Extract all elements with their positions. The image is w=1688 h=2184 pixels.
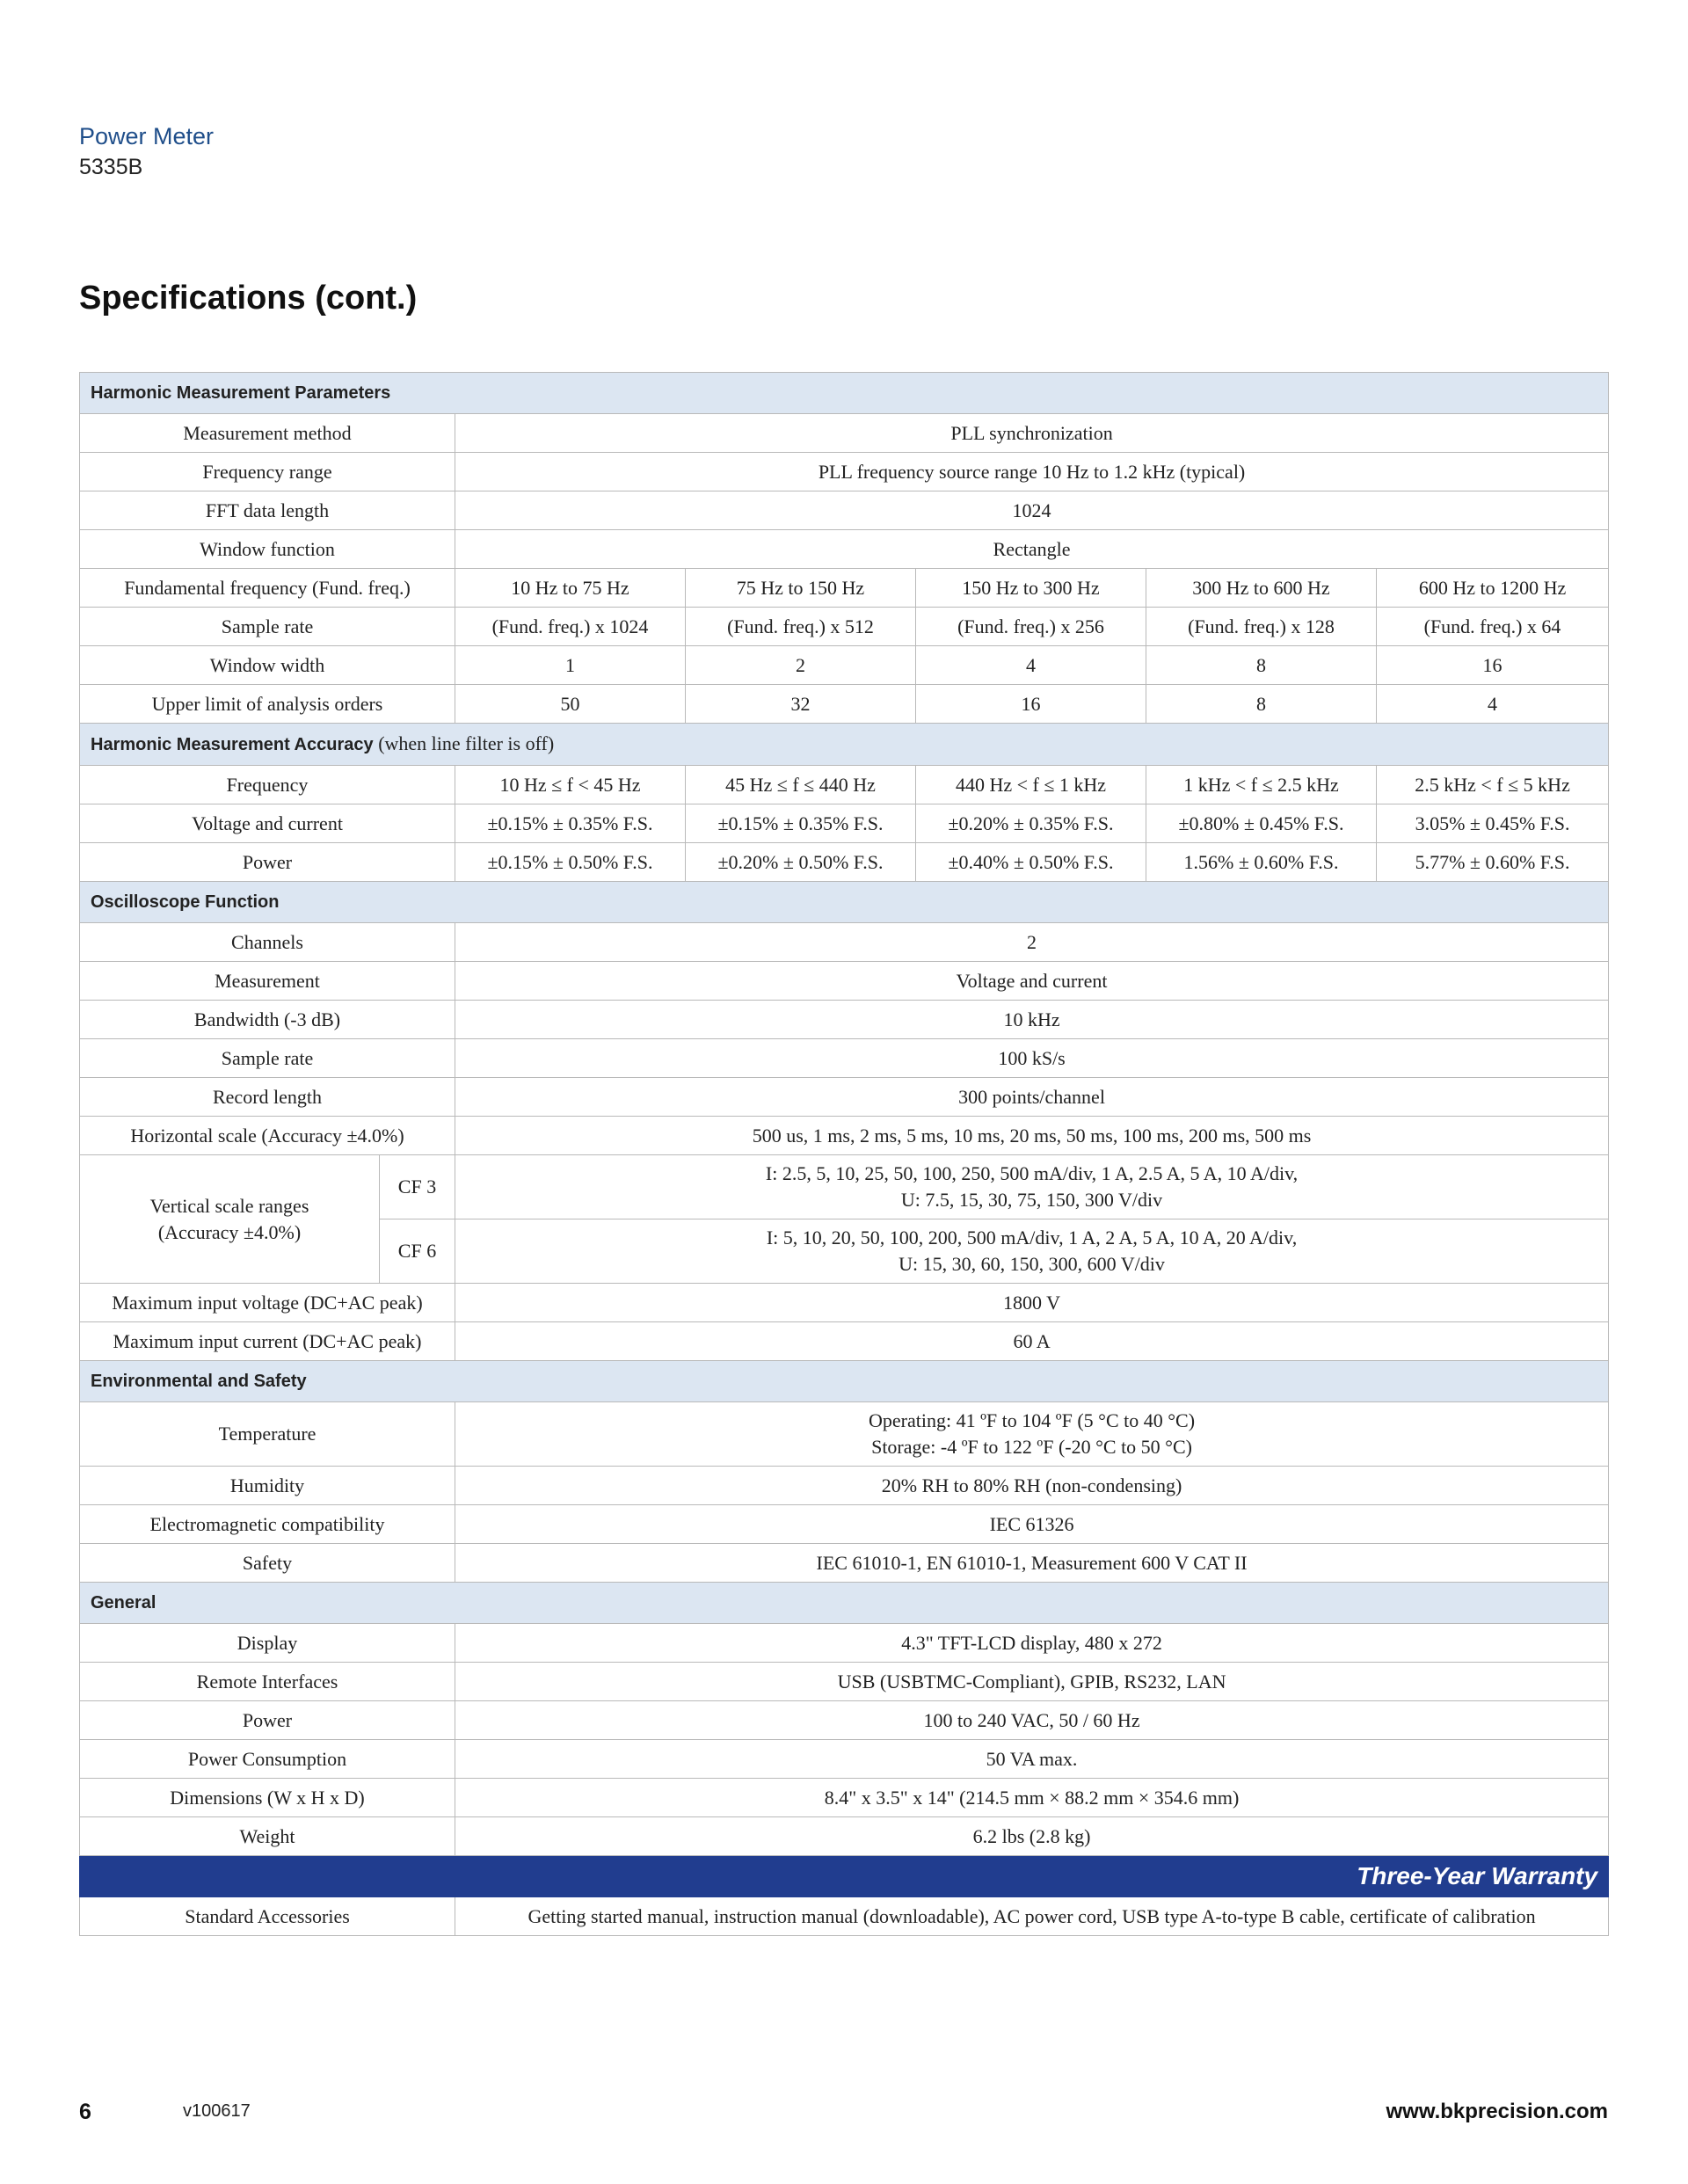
table-row	[80, 1284, 1609, 1322]
row-value: 100 kS/s	[455, 1039, 1609, 1078]
cf6-current: I: 5, 10, 20, 50, 100, 200, 500 mA/div, 1 A, 2 A, 5 A, 10 A, 20 A/div,	[766, 1227, 1298, 1249]
section-note: (when line filter is off)	[378, 732, 555, 754]
row-value: Getting started manual, instruction manual (downloadable), AC power cord, USB type A-to-type B cable, certificate of calibration	[455, 1897, 1609, 1936]
vertical-scale-label: Vertical scale ranges	[149, 1194, 309, 1217]
section-harmonic-parameters	[80, 373, 1609, 414]
cell: (Fund. freq.) x 256	[916, 608, 1146, 646]
row-value: 10 kHz	[455, 1001, 1609, 1039]
section-heading: General	[80, 1583, 1609, 1624]
cf3-voltage: U: 7.5, 15, 30, 75, 150, 300 V/div	[900, 1189, 1163, 1211]
table-row	[80, 843, 1609, 882]
row-label: Humidity	[80, 1467, 455, 1505]
table-row	[80, 1817, 1609, 1856]
storage-temperature: Storage: -4 ºF to 122 ºF (-20 °C to 50 °C)	[871, 1436, 1192, 1458]
row-label: Horizontal scale (Accuracy ±4.0%)	[80, 1117, 455, 1155]
section-heading: Oscilloscope Function	[80, 882, 1609, 923]
row-label: Maximum input voltage (DC+AC peak)	[80, 1284, 455, 1322]
row-value: 100 to 240 VAC, 50 / 60 Hz	[455, 1701, 1609, 1740]
cell: ±0.15% ± 0.35% F.S.	[455, 804, 686, 843]
warranty-text: Three-Year Warranty	[80, 1856, 1609, 1897]
section-general	[80, 1583, 1609, 1624]
row-label: Power	[80, 843, 455, 882]
row-value: IEC 61010-1, EN 61010-1, Measurement 600 V CAT II	[455, 1544, 1609, 1583]
cell: 440 Hz < f ≤ 1 kHz	[916, 766, 1146, 804]
table-row	[80, 1740, 1609, 1779]
row-label: Sample rate	[80, 1039, 455, 1078]
table-row	[80, 1505, 1609, 1544]
cell: ±0.15% ± 0.35% F.S.	[686, 804, 916, 843]
row-label: Fundamental frequency (Fund. freq.)	[80, 569, 455, 608]
row-value-multiline	[455, 1155, 1609, 1219]
row-label: Upper limit of analysis orders	[80, 685, 455, 724]
row-label: Measurement method	[80, 414, 455, 453]
row-label: Remote Interfaces	[80, 1663, 455, 1701]
section-heading: Environmental and Safety	[80, 1361, 1609, 1402]
vertical-scale-accuracy: (Accuracy ±4.0%)	[157, 1220, 302, 1243]
section-environmental	[80, 1361, 1609, 1402]
table-row	[80, 1624, 1609, 1663]
cell: 75 Hz to 150 Hz	[686, 569, 916, 608]
cell: ±0.20% ± 0.50% F.S.	[686, 843, 916, 882]
row-value: IEC 61326	[455, 1505, 1609, 1544]
row-label: Power	[80, 1701, 455, 1740]
table-row	[80, 530, 1609, 569]
cell: 1 kHz < f ≤ 2.5 kHz	[1146, 766, 1377, 804]
cell: 1	[455, 646, 686, 685]
cell: 50	[455, 685, 686, 724]
section-heading: Harmonic Measurement Accuracy	[91, 735, 374, 754]
table-row	[80, 766, 1609, 804]
row-label: Measurement	[80, 962, 455, 1001]
cell: 16	[1377, 646, 1609, 685]
row-label: Frequency range	[80, 453, 455, 491]
table-row	[80, 491, 1609, 530]
sub-label: CF 3	[380, 1155, 455, 1219]
cell: ±0.80% ± 0.45% F.S.	[1146, 804, 1377, 843]
operating-temperature: Operating: 41 ºF to 104 ºF (5 °C to 40 °C)	[869, 1409, 1196, 1431]
cell: (Fund. freq.) x 64	[1377, 608, 1609, 646]
row-value: 20% RH to 80% RH (non-condensing)	[455, 1467, 1609, 1505]
row-label: Window width	[80, 646, 455, 685]
cell: ±0.15% ± 0.50% F.S.	[455, 843, 686, 882]
cell: 150 Hz to 300 Hz	[916, 569, 1146, 608]
row-value: 6.2 lbs (2.8 kg)	[455, 1817, 1609, 1856]
table-row	[80, 569, 1609, 608]
warranty-banner	[80, 1856, 1609, 1897]
row-value: 300 points/channel	[455, 1078, 1609, 1117]
cell: 1.56% ± 0.60% F.S.	[1146, 843, 1377, 882]
table-row	[80, 685, 1609, 724]
row-value: Voltage and current	[455, 962, 1609, 1001]
cell: 8	[1146, 685, 1377, 724]
cell: 2	[686, 646, 916, 685]
row-value: PLL synchronization	[455, 414, 1609, 453]
table-row	[80, 1544, 1609, 1583]
cf3-current: I: 2.5, 5, 10, 25, 50, 100, 250, 500 mA/div, 1 A, 2.5 A, 5 A, 10 A/div,	[765, 1162, 1299, 1184]
cell: 10 Hz to 75 Hz	[455, 569, 686, 608]
cell: 16	[916, 685, 1146, 724]
table-row	[80, 1663, 1609, 1701]
table-row	[80, 1078, 1609, 1117]
document-version: v100617	[183, 2101, 251, 2121]
cell: 4	[916, 646, 1146, 685]
table-row	[80, 1897, 1609, 1936]
cell: (Fund. freq.) x 1024	[455, 608, 686, 646]
cell: (Fund. freq.) x 128	[1146, 608, 1377, 646]
row-label: Frequency	[80, 766, 455, 804]
cell: 45 Hz ≤ f ≤ 440 Hz	[686, 766, 916, 804]
row-value: USB (USBTMC-Compliant), GPIB, RS232, LAN	[455, 1663, 1609, 1701]
row-label: Safety	[80, 1544, 455, 1583]
table-row	[80, 1701, 1609, 1740]
table-row	[80, 1467, 1609, 1505]
row-label: Bandwidth (-3 dB)	[80, 1001, 455, 1039]
cell: 2.5 kHz < f ≤ 5 kHz	[1377, 766, 1609, 804]
row-value: 8.4" x 3.5" x 14" (214.5 mm × 88.2 mm × 354.6 mm)	[455, 1779, 1609, 1817]
row-label: Weight	[80, 1817, 455, 1856]
table-row	[80, 1322, 1609, 1361]
cell: 8	[1146, 646, 1377, 685]
row-label: Temperature	[80, 1402, 455, 1467]
table-row	[80, 608, 1609, 646]
table-row	[80, 1039, 1609, 1078]
row-label: Voltage and current	[80, 804, 455, 843]
table-row	[80, 804, 1609, 843]
row-value: 2	[455, 923, 1609, 962]
row-label: Display	[80, 1624, 455, 1663]
row-value: 4.3" TFT-LCD display, 480 x 272	[455, 1624, 1609, 1663]
row-label-multiline	[80, 1155, 380, 1284]
table-row	[80, 1155, 1609, 1219]
row-label: Electromagnetic compatibility	[80, 1505, 455, 1544]
table-row	[80, 646, 1609, 685]
row-label: Dimensions (W x H x D)	[80, 1779, 455, 1817]
row-value: PLL frequency source range 10 Hz to 1.2 kHz (typical)	[455, 453, 1609, 491]
row-value: 1800 V	[455, 1284, 1609, 1322]
row-label: Record length	[80, 1078, 455, 1117]
row-label: Channels	[80, 923, 455, 962]
page-number: 6	[79, 2100, 91, 2124]
cell: 10 Hz ≤ f < 45 Hz	[455, 766, 686, 804]
cell: 300 Hz to 600 Hz	[1146, 569, 1377, 608]
model-number: 5335B	[79, 155, 143, 179]
section-harmonic-accuracy	[80, 724, 1609, 766]
cf6-voltage: U: 15, 30, 60, 150, 300, 600 V/div	[899, 1253, 1165, 1275]
table-row	[80, 453, 1609, 491]
row-label: Power Consumption	[80, 1740, 455, 1779]
cell: (Fund. freq.) x 512	[686, 608, 916, 646]
row-label: Window function	[80, 530, 455, 569]
table-row	[80, 1117, 1609, 1155]
table-row	[80, 923, 1609, 962]
table-row	[80, 414, 1609, 453]
row-label: Sample rate	[80, 608, 455, 646]
page-title: Specifications (cont.)	[79, 280, 418, 317]
table-row	[80, 1001, 1609, 1039]
row-value-multiline	[455, 1402, 1609, 1467]
cell: ±0.20% ± 0.35% F.S.	[916, 804, 1146, 843]
row-value: 500 us, 1 ms, 2 ms, 5 ms, 10 ms, 20 ms, 50 ms, 100 ms, 200 ms, 500 ms	[455, 1117, 1609, 1155]
cell: 3.05% ± 0.45% F.S.	[1377, 804, 1609, 843]
row-value-multiline	[455, 1219, 1609, 1284]
row-label: Maximum input current (DC+AC peak)	[80, 1322, 455, 1361]
row-value: Rectangle	[455, 530, 1609, 569]
cell: ±0.40% ± 0.50% F.S.	[916, 843, 1146, 882]
product-name: Power Meter	[79, 123, 215, 149]
row-value: 50 VA max.	[455, 1740, 1609, 1779]
cell: 4	[1377, 685, 1609, 724]
table-row	[80, 962, 1609, 1001]
row-value: 60 A	[455, 1322, 1609, 1361]
row-label: FFT data length	[80, 491, 455, 530]
row-label: Standard Accessories	[80, 1897, 455, 1936]
cell: 5.77% ± 0.60% F.S.	[1377, 843, 1609, 882]
cell: 32	[686, 685, 916, 724]
section-oscilloscope	[80, 882, 1609, 923]
table-row	[80, 1779, 1609, 1817]
table-row	[80, 1402, 1609, 1467]
website-link[interactable]: www.bkprecision.com	[1386, 2100, 1608, 2123]
section-heading-cell	[80, 724, 1609, 766]
row-value: 1024	[455, 491, 1609, 530]
cell: 600 Hz to 1200 Hz	[1377, 569, 1609, 608]
section-heading: Harmonic Measurement Parameters	[80, 373, 1609, 414]
sub-label: CF 6	[380, 1219, 455, 1284]
specifications-table	[79, 372, 1609, 1936]
